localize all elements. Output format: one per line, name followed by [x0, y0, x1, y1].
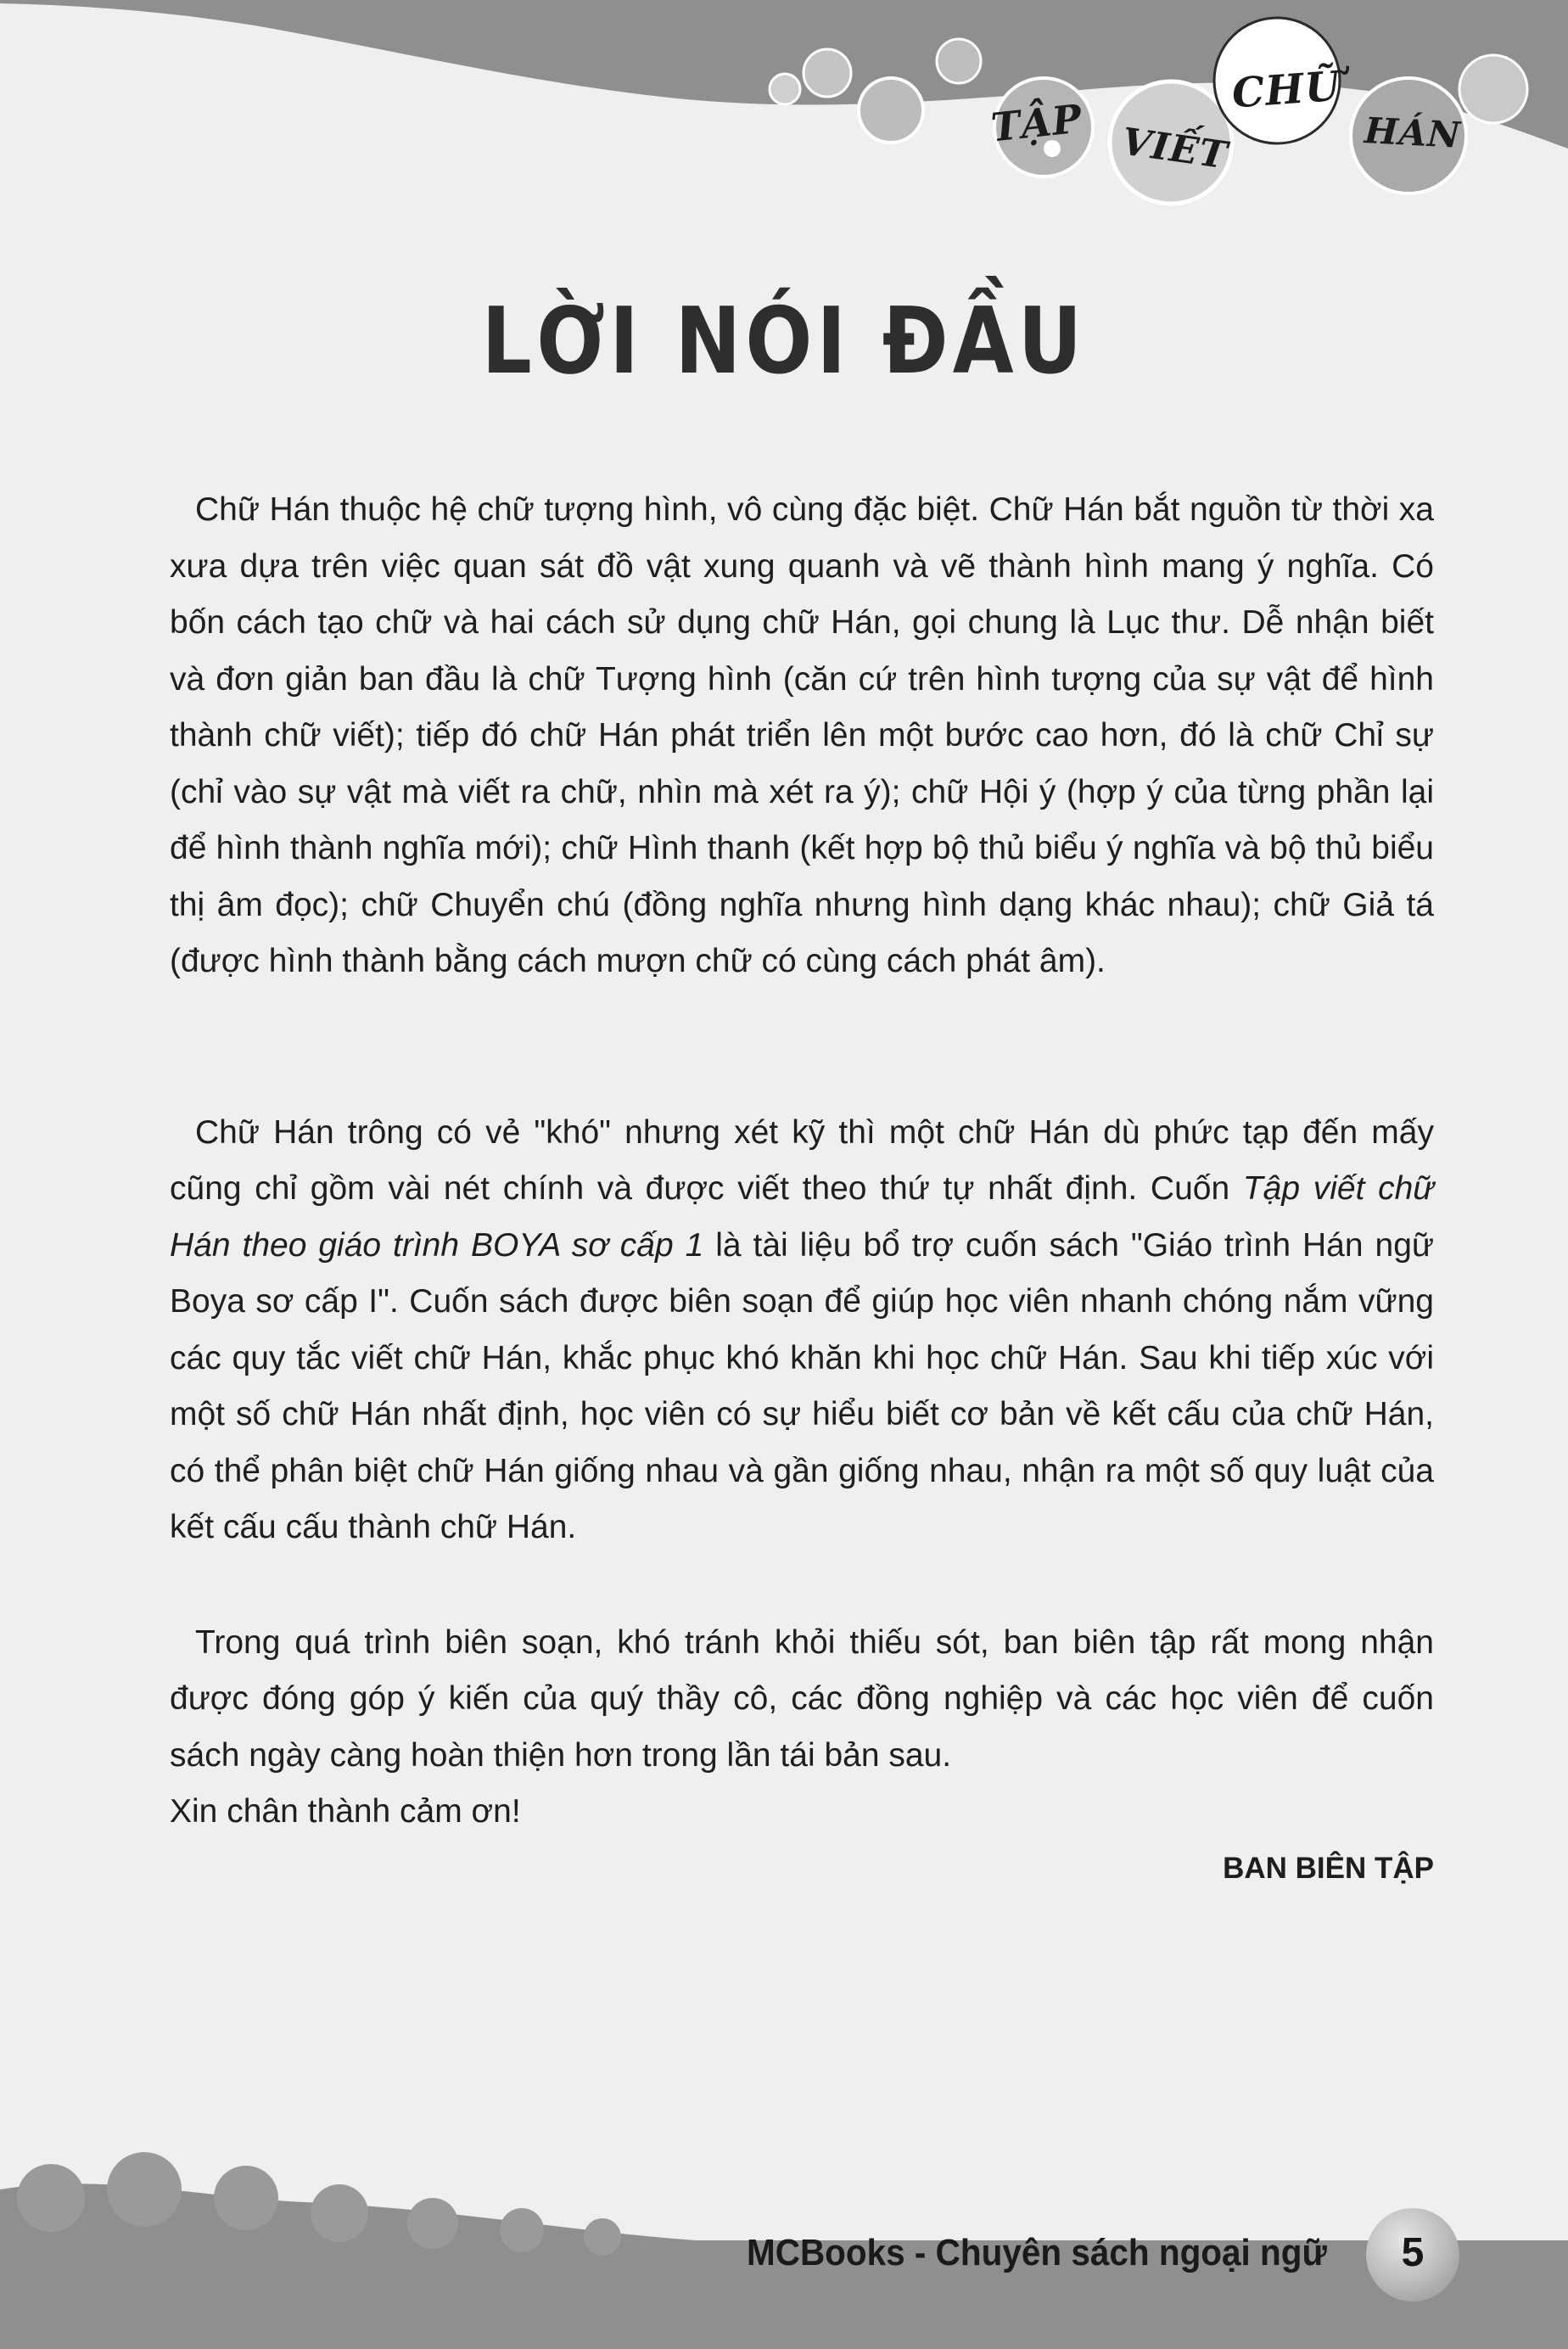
paragraph-2: [170, 1105, 1434, 1556]
book-title-italic: Tập viết chữ Hán theo giáo trình BOYA sơ cấp 1: [170, 1170, 1434, 1264]
series-title: [0, 0, 1568, 221]
bubble: [311, 2184, 368, 2242]
bubble: [107, 2152, 182, 2227]
bubble: [584, 2218, 621, 2256]
preface-body: [170, 482, 1434, 1897]
paragraph-2-start: Chữ Hán trông có vẻ "khó" nhưng xét kỹ thì một chữ Hán dù phức tạp đến mấy cũng chỉ gồm vài nét chính và được viết theo thứ tự nhất định. Cuốn: [170, 1113, 1434, 1207]
publisher-tagline: MCBooks - Chuyên sách ngoại ngữ: [747, 2232, 1327, 2273]
series-word: CHỮ: [1230, 62, 1343, 118]
page-title: LỜI NÓI ĐẦU: [481, 289, 1087, 395]
series-word: HÁN: [1363, 109, 1462, 156]
signature: BAN BIÊN TẬP: [1223, 1851, 1434, 1885]
bubble: [214, 2166, 278, 2230]
paragraph-3: Trong quá trình biên soạn, khó tránh khỏi thiếu sót, ban biên tập rất mong nhận được đóng góp ý kiến của quý thầy cô, các đồng nghiệp và các học viên để cuốn sách ngày càng hoàn thiện hơn trong lần tái bản sau.: [170, 1623, 1434, 1774]
series-word: TẬP: [988, 95, 1085, 151]
page-number: 5: [1401, 2230, 1425, 2275]
thanks-line: Xin chân thành cảm ơn!: [170, 1793, 521, 1830]
bubble: [17, 2164, 85, 2232]
bubble: [407, 2198, 458, 2249]
bubble: [500, 2208, 544, 2252]
paragraph-2-end: là tài liệu bổ trợ cuốn sách "Giáo trình Hán ngữ Boya sơ cấp I". Cuốn sách được biên soạn để giúp học viên nhanh chóng nắm vững các quy tắc viết chữ Hán, khắc phục khó khăn khi học chữ Hán. Sau khi tiếp xúc với một số chữ Hán nhất định, học viên có sự hiểu biết cơ bản về kết cấu của chữ Hán, có thể phân biệt chữ Hán giống nhau và gần giống nhau, nhận ra một số quy luật của kết cấu cấu thành chữ Hán.: [170, 1226, 1434, 1545]
series-word: VIẾT: [1119, 120, 1230, 178]
paragraph-1: Chữ Hán thuộc hệ chữ tượng hình, vô cùng đặc biệt. Chữ Hán bắt nguồn từ thời xa xưa dựa trên việc quan sát đồ vật xung quanh và vẽ thành hình mang ý nghĩa. Có bốn cách tạo chữ và hai cách sử dụng chữ Hán, gọi chung là Lục thư. Dễ nhận biết và đơn giản ban đầu là chữ Tượng hình (căn cứ trên hình tượng của sự vật để hình thành chữ viết); tiếp đó chữ Hán phát triển lên một bước cao hơn, đó là chữ Chỉ sự (chỉ vào sự vật mà viết ra chữ, nhìn mà xét ra ý); chữ Hội ý (hợp ý của từng phần lại để hình thành nghĩa mới); chữ Hình thanh (kết hợp bộ thủ biểu ý nghĩa và bộ thủ biểu thị âm đọc); chữ Chuyển chú (đồng nghĩa nhưng hình dạng khác nhau); chữ Giả tá (được hình thành bằng cách mượn chữ có cùng cách phát âm).: [170, 491, 1434, 979]
